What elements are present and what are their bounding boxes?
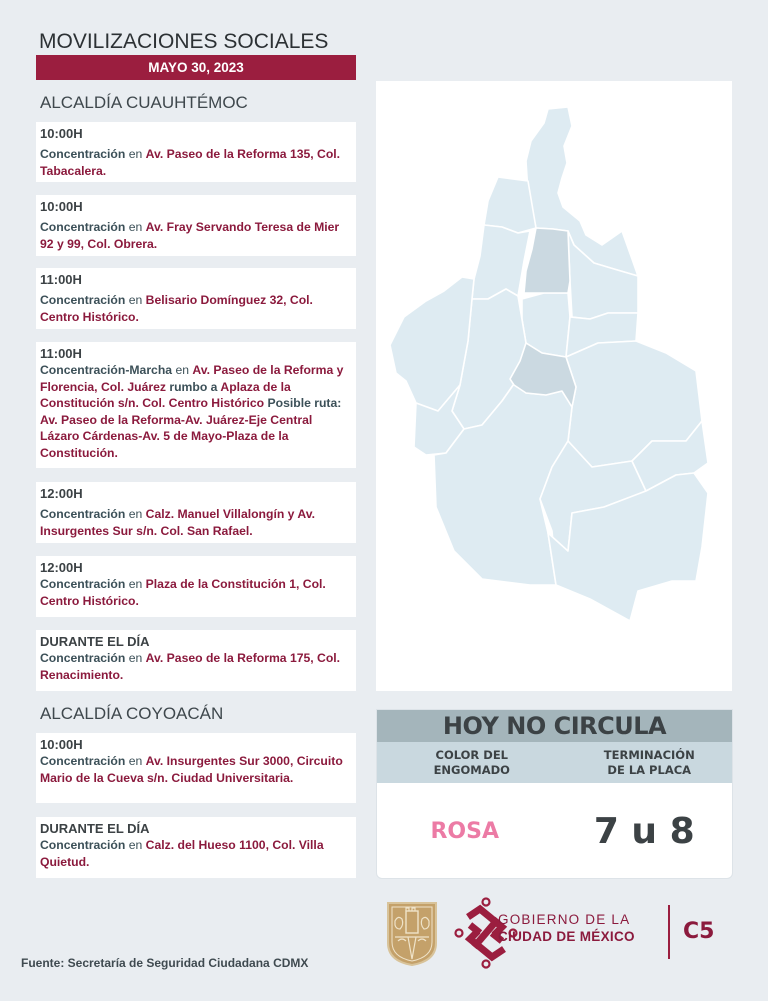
event-connector: en	[125, 577, 146, 591]
map-region-cuauhtemoc-highlighted	[524, 228, 570, 293]
event-card	[36, 733, 356, 803]
event-address: Aplaza de la Constitución s/n. Col. Centro Histórico	[40, 379, 291, 410]
event-time: 11:00H	[40, 272, 82, 287]
event-card	[36, 342, 356, 468]
event-address: Av. Paseo de la Reforma-Av. Juárez-Eje Central Lázaro Cárdenas-Av. 5 de Mayo-Plaza de la Constitución.	[40, 412, 313, 460]
event-card	[36, 817, 356, 878]
event-card	[36, 268, 356, 329]
plate-value: 7 u 8	[593, 810, 695, 852]
cdmx-map-graphic	[376, 81, 732, 691]
hoy-no-circula-panel	[376, 709, 733, 879]
c5-logo: C5	[683, 919, 715, 944]
color-value: ROSA	[430, 818, 499, 844]
event-connector: en	[125, 754, 146, 768]
event-card	[36, 556, 356, 617]
event-time: 10:00H	[40, 737, 83, 752]
event-time: DURANTE EL DÍA	[40, 634, 150, 649]
event-description	[40, 837, 352, 870]
event-address: Plaza de la Constitución 1, Col. Centro Histórico.	[40, 577, 326, 608]
map-region-azcapotzalco	[484, 177, 536, 233]
hoy-no-circula-values	[377, 783, 732, 879]
event-type: Concentración	[40, 651, 126, 665]
hoy-no-circula-title: HOY NO CIRCULA	[377, 710, 732, 742]
event-address: Calz. del Hueso 1100, Col. Villa Quietud.	[40, 838, 324, 869]
event-type: Concentración-Marcha	[40, 363, 173, 377]
plate-header: TERMINACIÓN DE LA PLACA	[603, 747, 695, 777]
cdmx-shield-icon	[386, 901, 438, 967]
event-time: 12:00H	[40, 560, 83, 575]
event-address: Av. Paseo de la Reforma 135, Col. Tabacalera.	[40, 147, 341, 178]
event-type: Concentración	[40, 507, 126, 521]
government-line2: CIUDAD DE MÉXICO	[498, 929, 635, 944]
section-title-coyoacan: ALCALDÍA COYOACÁN	[40, 704, 224, 723]
event-type: Concentración	[40, 147, 126, 161]
event-card	[36, 482, 356, 543]
event-type: Concentración	[40, 754, 126, 768]
event-type: Concentración	[40, 838, 126, 852]
logo-divider	[668, 905, 670, 959]
event-type: Concentración	[40, 293, 126, 307]
event-address: Av. Fray Servando Teresa de Mier 92 y 99, Col. Obrera.	[40, 220, 340, 251]
event-connector: en	[125, 651, 146, 665]
date-banner	[36, 55, 356, 80]
event-description	[40, 753, 352, 786]
footer-logos	[386, 897, 726, 969]
event-card	[36, 630, 356, 691]
event-description	[40, 219, 352, 252]
event-description	[40, 506, 352, 539]
hoy-no-circula-headers	[377, 742, 732, 783]
map-region-miguel-hidalgo	[472, 225, 530, 299]
event-connector: en	[125, 293, 146, 307]
event-card	[36, 195, 356, 256]
event-address: Belisario Domínguez 32, Col. Centro Histórico.	[40, 293, 313, 324]
event-type: Concentración	[40, 220, 126, 234]
event-connector: en	[172, 363, 193, 377]
event-address: Av. Paseo de la Reforma 175, Col. Renacimiento.	[40, 651, 341, 682]
event-time: 12:00H	[40, 486, 83, 501]
event-description	[40, 650, 352, 683]
event-address: Av. Insurgentes Sur 3000, Circuito Mario de la Cueva s/n. Ciudad Universitaria.	[40, 754, 343, 785]
section-title-cuauhtemoc: ALCALDÍA CUAUHTÉMOC	[40, 93, 248, 112]
event-time: DURANTE EL DÍA	[40, 821, 150, 836]
event-time: 10:00H	[40, 126, 83, 141]
event-address: Av. Paseo de la Reforma y Florencia, Col. Juárez	[40, 363, 344, 394]
government-name	[498, 911, 635, 945]
event-connector: en	[125, 838, 146, 852]
event-time: 10:00H	[40, 199, 83, 214]
event-address: Calz. Manuel Villalongín y Av. Insurgentes Sur s/n. Col. San Rafael.	[40, 507, 315, 538]
page-title: MOVILIZACIONES SOCIALES	[39, 30, 329, 53]
event-type: Posible ruta:	[264, 396, 342, 410]
event-time: 11:00H	[40, 346, 82, 361]
event-type: rumbo a	[165, 379, 221, 394]
event-description	[40, 292, 352, 325]
event-connector: en	[125, 507, 146, 521]
event-connector: en	[125, 147, 146, 161]
event-description	[40, 146, 352, 179]
event-type: Concentración	[40, 577, 126, 591]
cdmx-map	[376, 81, 732, 691]
source-note: Fuente: Secretaría de Seguridad Ciudadana CDMX	[21, 956, 309, 970]
date-text: MAYO 30, 2023	[148, 60, 244, 75]
event-card	[36, 122, 356, 182]
government-line1: GOBIERNO DE LA	[498, 912, 631, 927]
color-header: COLOR DEL ENGOMADO	[433, 747, 510, 777]
event-connector: en	[125, 220, 146, 234]
event-description	[40, 362, 352, 461]
event-description	[40, 576, 352, 609]
